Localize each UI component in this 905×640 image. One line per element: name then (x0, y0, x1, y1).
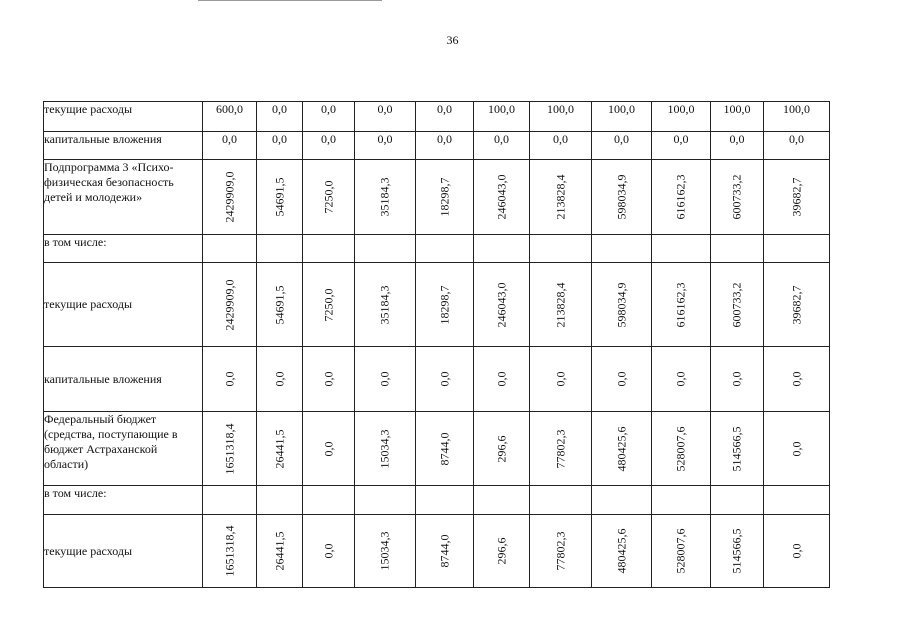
value-cell (711, 486, 764, 515)
cell-value: 0,0 (494, 371, 508, 387)
cell-value: 35184,3 (377, 285, 392, 324)
cell-value: 598034,9 (614, 282, 628, 327)
value-cell: 600,0 (203, 102, 257, 132)
cell-value: 77802,3 (553, 429, 567, 468)
cell-value: 26441,5 (272, 429, 286, 468)
value-cell (203, 412, 257, 486)
value-cell (652, 347, 711, 412)
value-cell (203, 160, 257, 235)
value-cell: 0,0 (592, 132, 652, 160)
value-cell (303, 486, 355, 515)
cell-value: 0,0 (789, 441, 803, 456)
value-cell (355, 515, 416, 588)
cell-value: 528007,6 (673, 426, 688, 471)
value-cell (711, 160, 764, 235)
cell-value: 77802,3 (553, 531, 567, 571)
value-cell (474, 263, 530, 347)
cell-value: 598034,9 (614, 174, 628, 220)
value-cell (303, 160, 355, 235)
value-cell (592, 412, 652, 486)
value-cell: 100,0 (652, 102, 711, 132)
row-label: в том числе: (44, 486, 203, 515)
value-cell (257, 486, 303, 515)
value-cell (303, 263, 355, 347)
cell-value: 0,0 (789, 371, 803, 387)
row-label: капитальные вложения (44, 132, 203, 160)
value-cell (764, 235, 830, 263)
value-cell: 0,0 (652, 132, 711, 160)
value-cell (592, 347, 652, 412)
cell-value: 616162,3 (673, 174, 688, 220)
cell-value: 0,0 (321, 543, 335, 559)
cell-value: 39682,7 (789, 177, 803, 217)
cell-value: 296,6 (494, 537, 508, 565)
value-cell (652, 160, 711, 235)
value-cell (355, 347, 416, 412)
value-cell (303, 235, 355, 263)
value-cell (257, 160, 303, 235)
value-cell (764, 412, 830, 486)
table-row (44, 235, 830, 263)
cell-value: 7250,0 (321, 288, 335, 321)
value-cell (474, 235, 530, 263)
page-number: 36 (446, 33, 459, 47)
value-cell (592, 235, 652, 263)
value-cell: 0,0 (355, 102, 416, 132)
cell-value: 528007,6 (673, 528, 688, 574)
value-cell (303, 412, 355, 486)
value-cell (652, 263, 711, 347)
value-cell: 0,0 (203, 132, 257, 160)
value-cell (416, 515, 474, 588)
value-cell (764, 347, 830, 412)
value-cell: 0,0 (711, 132, 764, 160)
value-cell: 0,0 (303, 132, 355, 160)
value-cell (592, 515, 652, 588)
value-cell (474, 486, 530, 515)
table-row (44, 132, 830, 160)
table-row (44, 412, 830, 486)
row-label: в том числе: (44, 235, 203, 263)
cell-value: 0,0 (553, 371, 567, 387)
cell-value: 0,0 (321, 371, 335, 387)
row-label: текущие расходы (44, 102, 203, 132)
value-cell (416, 263, 474, 347)
value-cell (592, 486, 652, 515)
row-label: капитальные вложения (44, 347, 203, 412)
cell-value: 600733,2 (729, 282, 744, 327)
cell-value: 0,0 (222, 371, 236, 387)
cell-value: 7250,0 (321, 180, 335, 214)
cell-value: 35184,3 (377, 177, 392, 217)
value-cell: 0,0 (764, 132, 830, 160)
cell-value: 1651318,4 (222, 423, 236, 474)
cell-value: 0,0 (729, 371, 744, 387)
cell-value: 0,0 (614, 371, 628, 387)
value-cell: 100,0 (711, 102, 764, 132)
cell-value: 39682,7 (789, 285, 803, 324)
value-cell: 0,0 (257, 102, 303, 132)
value-cell (764, 160, 830, 235)
value-cell: 100,0 (592, 102, 652, 132)
cell-value: 15034,3 (377, 429, 392, 468)
table-body (44, 102, 830, 588)
value-cell (474, 515, 530, 588)
table-row (44, 515, 830, 588)
cell-value: 0,0 (377, 371, 392, 387)
value-cell: 100,0 (764, 102, 830, 132)
value-cell (416, 412, 474, 486)
cell-value: 1651318,4 (222, 525, 236, 577)
value-cell (416, 486, 474, 515)
value-cell (355, 263, 416, 347)
value-cell (355, 235, 416, 263)
value-cell (257, 235, 303, 263)
value-cell (530, 160, 592, 235)
value-cell (203, 515, 257, 588)
value-cell (474, 160, 530, 235)
value-cell: 0,0 (416, 102, 474, 132)
table-row (44, 263, 830, 347)
value-cell (355, 160, 416, 235)
value-cell (303, 347, 355, 412)
value-cell (652, 412, 711, 486)
value-cell (711, 412, 764, 486)
cell-value: 8744,0 (437, 534, 451, 568)
value-cell (711, 235, 764, 263)
value-cell: 0,0 (355, 132, 416, 160)
value-cell (203, 486, 257, 515)
value-cell (764, 515, 830, 588)
value-cell (711, 347, 764, 412)
value-cell (355, 412, 416, 486)
cell-value: 213828,4 (553, 174, 567, 220)
value-cell (530, 412, 592, 486)
value-cell (303, 515, 355, 588)
value-cell (416, 347, 474, 412)
row-label: Федеральный бюджет (средства, поступающие в бюджет Астраханской области) (44, 412, 203, 486)
cell-value: 480425,6 (614, 528, 628, 574)
cell-value: 2429909,0 (222, 279, 236, 330)
cell-value: 246043,0 (494, 174, 508, 220)
value-cell (416, 160, 474, 235)
value-cell (652, 515, 711, 588)
row-label: Подпрограмма 3 «Психо-физическая безопасность детей и молодежи» (44, 160, 203, 235)
value-cell (764, 263, 830, 347)
value-cell (355, 486, 416, 515)
table-row (44, 486, 830, 515)
cell-value: 514566,5 (729, 528, 744, 574)
top-edge-line (198, 0, 382, 1)
row-label: текущие расходы (44, 515, 203, 588)
cell-value: 2429909,0 (222, 171, 236, 223)
cell-value: 514566,5 (729, 426, 744, 471)
cell-value: 246043,0 (494, 282, 508, 327)
cell-value: 213828,4 (553, 282, 567, 327)
value-cell (416, 235, 474, 263)
value-cell (474, 347, 530, 412)
table-row (44, 102, 830, 132)
value-cell (203, 263, 257, 347)
value-cell (652, 486, 711, 515)
cell-value: 0,0 (272, 371, 286, 387)
cell-value: 18298,7 (437, 285, 451, 324)
budget-table (43, 101, 830, 588)
cell-value: 8744,0 (437, 432, 451, 465)
cell-value: 18298,7 (437, 177, 451, 217)
value-cell (257, 515, 303, 588)
cell-value: 600733,2 (729, 174, 744, 220)
value-cell: 100,0 (474, 102, 530, 132)
value-cell (257, 263, 303, 347)
value-cell (592, 263, 652, 347)
value-cell (474, 412, 530, 486)
table-row (44, 160, 830, 235)
cell-value: 0,0 (321, 441, 335, 456)
value-cell: 100,0 (530, 102, 592, 132)
value-cell (530, 515, 592, 588)
cell-value: 15034,3 (377, 531, 392, 571)
value-cell: 0,0 (303, 102, 355, 132)
cell-value: 54691,5 (272, 177, 286, 217)
value-cell: 0,0 (257, 132, 303, 160)
value-cell (711, 263, 764, 347)
cell-value: 616162,3 (673, 282, 688, 327)
value-cell (203, 235, 257, 263)
value-cell (764, 486, 830, 515)
value-cell: 0,0 (474, 132, 530, 160)
value-cell (203, 347, 257, 412)
cell-value: 0,0 (789, 543, 803, 559)
cell-value: 296,6 (494, 435, 508, 462)
cell-value: 0,0 (437, 371, 451, 387)
value-cell: 0,0 (530, 132, 592, 160)
value-cell (652, 235, 711, 263)
cell-value: 54691,5 (272, 285, 286, 324)
table-row (44, 347, 830, 412)
value-cell (711, 515, 764, 588)
value-cell (530, 235, 592, 263)
value-cell (257, 412, 303, 486)
cell-value: 0,0 (673, 371, 688, 387)
value-cell (530, 347, 592, 412)
value-cell (530, 263, 592, 347)
cell-value: 480425,6 (614, 426, 628, 471)
cell-value: 26441,5 (272, 531, 286, 571)
value-cell (592, 160, 652, 235)
value-cell: 0,0 (416, 132, 474, 160)
value-cell (530, 486, 592, 515)
value-cell (257, 347, 303, 412)
row-label: текущие расходы (44, 263, 203, 347)
